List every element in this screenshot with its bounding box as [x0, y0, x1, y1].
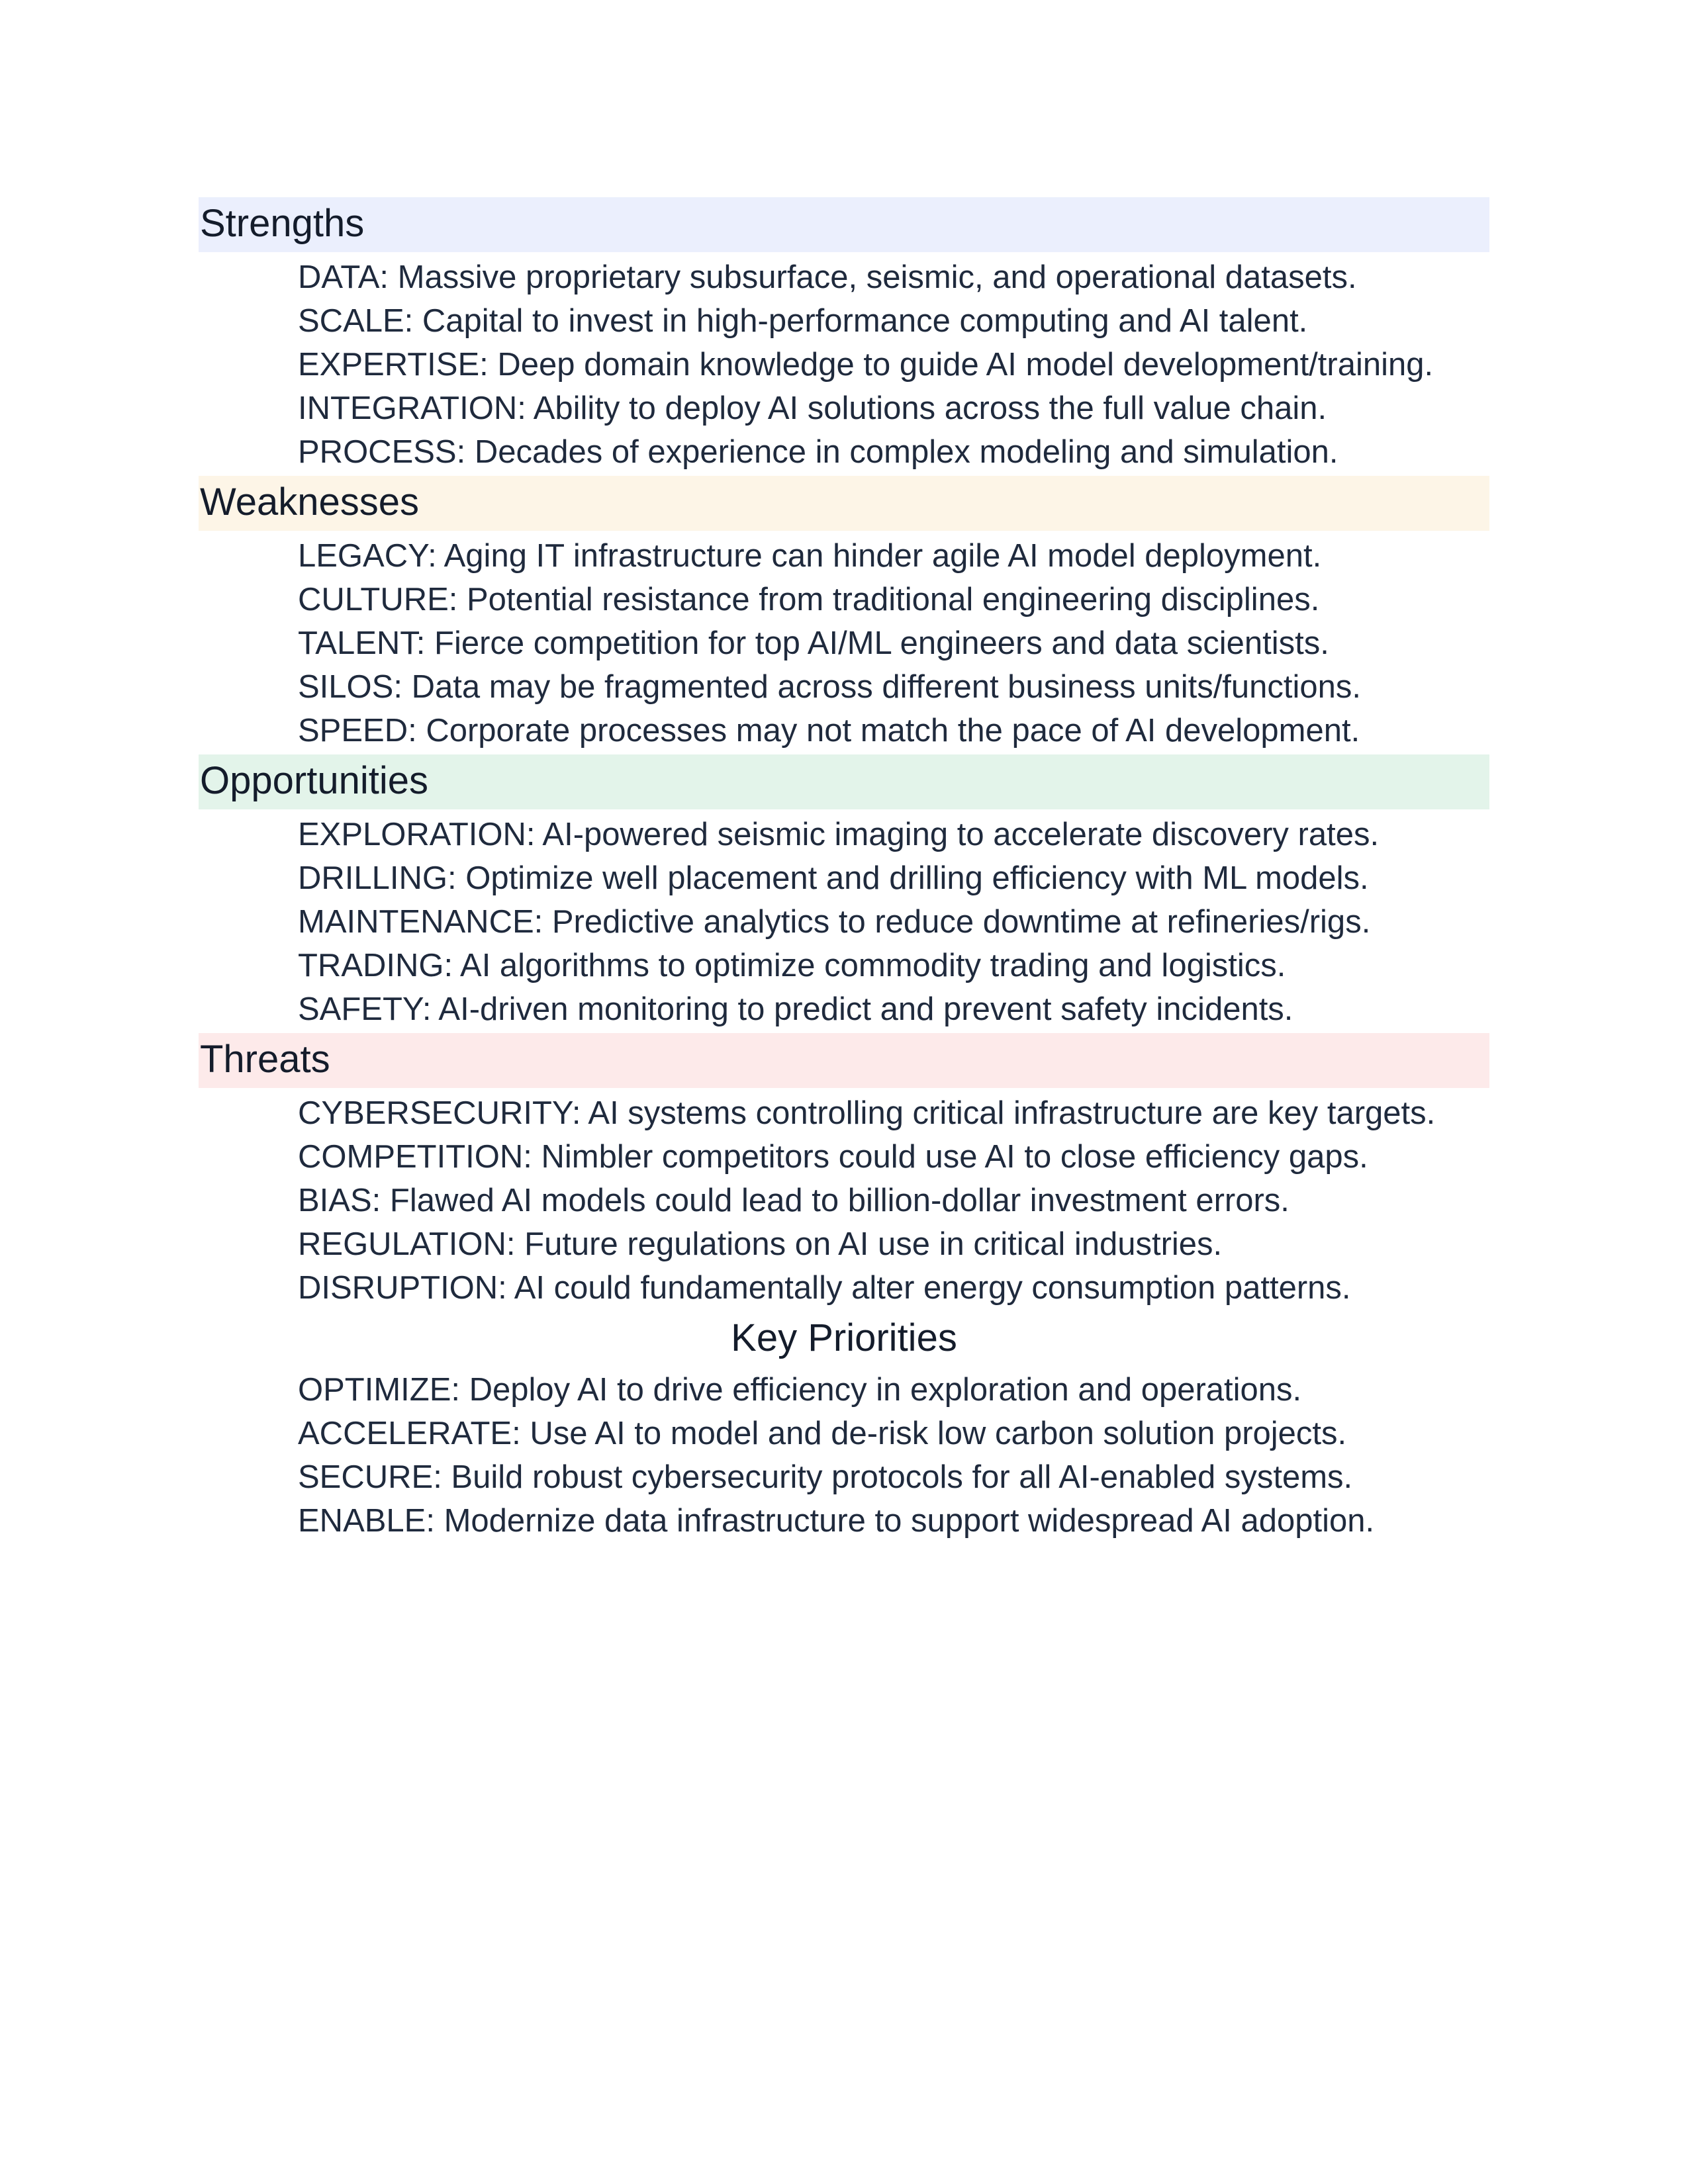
strengths-heading: Strengths — [199, 197, 1489, 252]
opportunity-item: TRADING: AI algorithms to optimize commodity trading and logistics. — [298, 948, 1286, 983]
weaknesses-list — [199, 531, 1489, 754]
opportunity-item: SAFETY: AI-driven monitoring to predict and prevent safety incidents. — [298, 991, 1293, 1027]
opportunity-item: DRILLING: Optimize well placement and drilling efficiency with ML models. — [298, 860, 1369, 896]
strength-item: SCALE: Capital to invest in high-performance computing and AI talent. — [298, 303, 1308, 339]
key-priorities-section — [199, 1312, 1489, 1545]
strength-item: INTEGRATION: Ability to deploy AI solutions across the full value chain. — [298, 390, 1327, 426]
threats-list — [199, 1088, 1489, 1312]
opportunities-list — [199, 809, 1489, 1033]
priority-item: ENABLE: Modernize data infrastructure to support widespread AI adoption. — [298, 1503, 1375, 1539]
key-priorities-heading: Key Priorities — [731, 1316, 957, 1359]
threat-item: COMPETITION: Nimbler competitors could use AI to close efficiency gaps. — [298, 1139, 1368, 1175]
threat-item: DISRUPTION: AI could fundamentally alter energy consumption patterns. — [298, 1270, 1351, 1306]
weaknesses-heading: Weaknesses — [199, 476, 1489, 531]
strength-item: EXPERTISE: Deep domain knowledge to guide AI model development/training. — [298, 347, 1434, 383]
strength-item: DATA: Massive proprietary subsurface, seismic, and operational datasets. — [298, 259, 1357, 295]
threat-item: REGULATION: Future regulations on AI use in critical industries. — [298, 1226, 1223, 1262]
priority-item: SECURE: Build robust cybersecurity protocols for all AI-enabled systems. — [298, 1459, 1353, 1495]
opportunity-item: EXPLORATION: AI-powered seismic imaging to accelerate discovery rates. — [298, 817, 1380, 852]
strength-item: PROCESS: Decades of experience in complex modeling and simulation. — [298, 434, 1338, 470]
weakness-item: TALENT: Fierce competition for top AI/ML engineers and data scientists. — [298, 625, 1329, 661]
weakness-item: SILOS: Data may be fragmented across different business units/functions. — [298, 669, 1362, 705]
swot-content — [199, 197, 1489, 1545]
priority-item: OPTIMIZE: Deploy AI to drive efficiency in exploration and operations. — [298, 1372, 1302, 1408]
key-priorities-list — [199, 1365, 1489, 1545]
weaknesses-section — [199, 476, 1489, 754]
strengths-section — [199, 197, 1489, 476]
threats-heading: Threats — [199, 1033, 1489, 1088]
weakness-item: CULTURE: Potential resistance from traditional engineering disciplines. — [298, 582, 1320, 617]
threat-item: CYBERSECURITY: AI systems controlling critical infrastructure are key targets. — [298, 1095, 1436, 1131]
opportunity-item: MAINTENANCE: Predictive analytics to reduce downtime at refineries/rigs. — [298, 904, 1371, 940]
strengths-list — [199, 252, 1489, 476]
opportunities-heading: Opportunities — [199, 754, 1489, 809]
weakness-item: SPEED: Corporate processes may not match the pace of AI development. — [298, 713, 1360, 749]
priority-item: ACCELERATE: Use AI to model and de-risk low carbon solution projects. — [298, 1416, 1347, 1451]
opportunities-section — [199, 754, 1489, 1033]
threats-section — [199, 1033, 1489, 1312]
threat-item: BIAS: Flawed AI models could lead to billion-dollar investment errors. — [298, 1183, 1289, 1218]
weakness-item: LEGACY: Aging IT infrastructure can hinder agile AI model deployment. — [298, 538, 1322, 574]
